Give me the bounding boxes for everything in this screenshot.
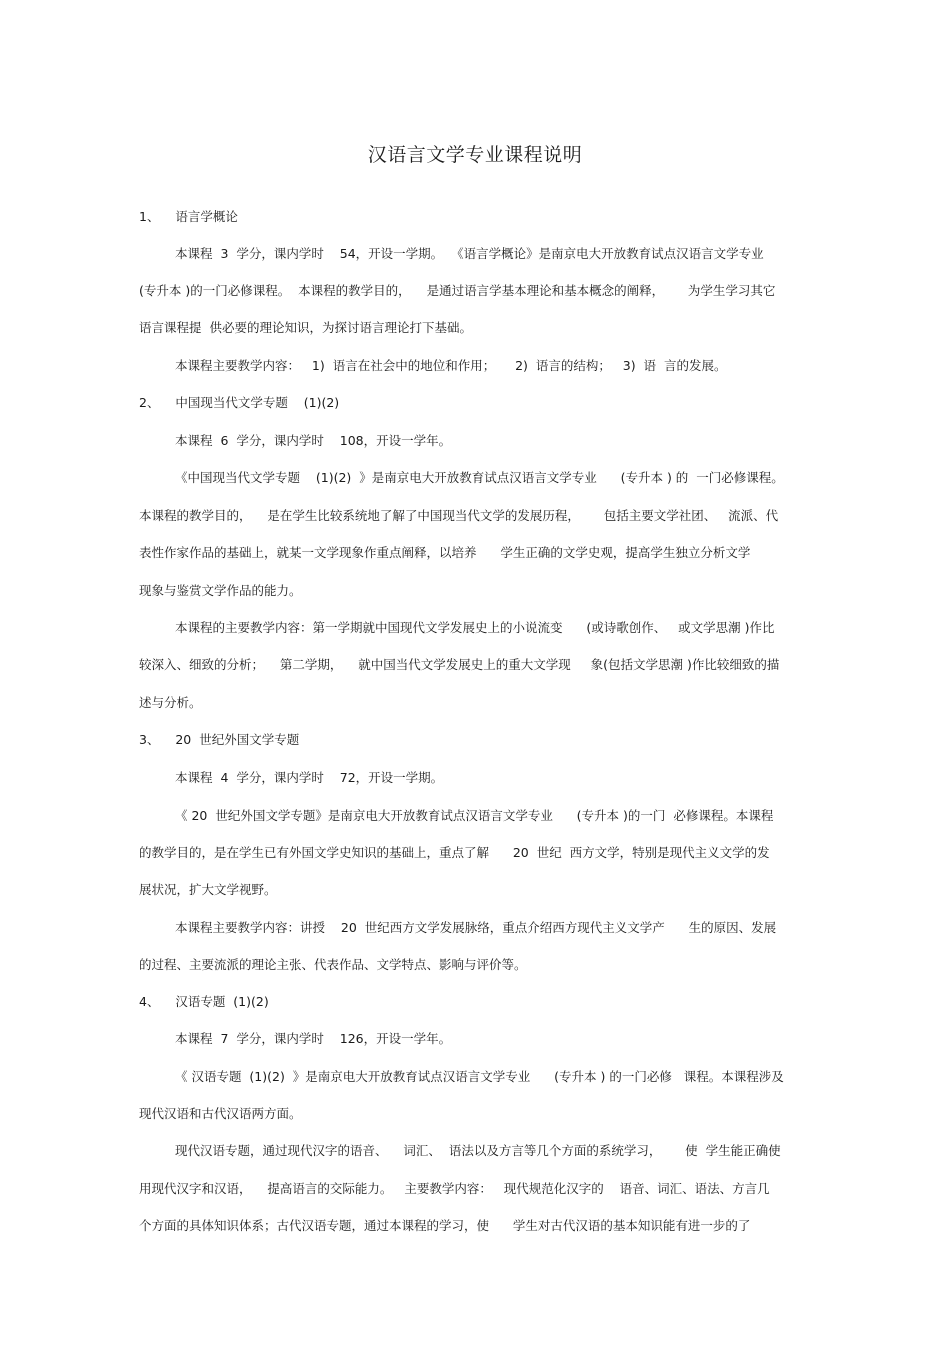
- paragraph-line: 用现代汉字和汉语， 提高语言的交际能力。 主要教学内容： 现代规范化汉字的 语音、词汇、语法、方言几: [139, 1181, 770, 1196]
- paragraph-line: 表性作家作品的基础上，就某一文学现象作重点阐释，以培养 学生正确的文学史观，提高学生独立分析文学: [139, 545, 751, 560]
- paragraph-line: 本课程 7 学分，课内学时 126，开设一学年。: [175, 1031, 452, 1046]
- paragraph-line: 述与分析。: [139, 695, 202, 710]
- paragraph-line: 本课程主要教学内容： 1) 语言在社会中的地位和作用； 2) 语言的结构； 3) 语 言的发展。: [175, 358, 727, 373]
- paragraph-line: 本课程 3 学分，课内学时 54，开设一学期。 《语言学概论》是南京电大开放教育试点汉语言文学专业: [175, 246, 764, 261]
- paragraph-line: 现代汉语专题，通过现代汉字的语音、 词汇、 语法以及方言等几个方面的系统学习， 使 学生能正确使: [175, 1143, 781, 1158]
- paragraph-line: 《中国现当代文学专题 (1)(2) 》是南京电大开放教育试点汉语言文学专业 (专升本 ) 的 一门必修课程。: [175, 470, 784, 485]
- paragraph-line: (专升本 )的一门必修课程。 本课程的教学目的， 是通过语言学基本理论和基本概念的阐释， 为学生学习其它: [139, 283, 776, 298]
- paragraph-line: 的教学目的，是在学生已有外国文学史知识的基础上，重点了解 20 世纪 西方文学，特别是现代主义文学的发: [139, 845, 770, 860]
- paragraph-line: 本课程主要教学内容：讲授 20 世纪西方文学发展脉络，重点介绍西方现代主义文学产 生的原因、发展: [175, 920, 777, 935]
- section-heading-4: 4、 汉语专题 (1)(2): [139, 994, 269, 1009]
- paragraph-line: 现代汉语和古代汉语两方面。: [139, 1106, 302, 1121]
- paragraph-line: 现象与鉴赏文学作品的能力。: [139, 583, 302, 598]
- paragraph-line: 《 20 世纪外国文学专题》是南京电大开放教育试点汉语言文学专业 (专升本 )的一门 必修课程。本课程: [175, 808, 774, 823]
- paragraph-line: 个方面的具体知识体系；古代汉语专题，通过本课程的学习，使 学生对古代汉语的基本知识能有进一步的了: [139, 1218, 751, 1233]
- paragraph-line: 本课程 6 学分，课内学时 108，开设一学年。: [175, 433, 452, 448]
- paragraph-line: 较深入、细致的分析； 第二学期， 就中国当代文学发展史上的重大文学现 象(包括文学思潮 )作比较细致的描: [139, 657, 780, 672]
- paragraph-line: 本课程的主要教学内容：第一学期就中国现代文学发展史上的小说流变 (或诗歌创作、 或文学思潮 )作比: [175, 620, 775, 635]
- section-heading-2: 2、 中国现当代文学专题 (1)(2): [139, 395, 340, 410]
- paragraph-line: 本课程的教学目的， 是在学生比较系统地了解了中国现当代文学的发展历程， 包括主要文学社团、 流派、代: [139, 508, 779, 523]
- paragraph-line: 《 汉语专题 (1)(2) 》是南京电大开放教育试点汉语言文学专业 (专升本 ) 的一门必修 课程。本课程涉及: [175, 1069, 784, 1084]
- document-title: 汉语言文学专业课程说明: [367, 144, 583, 166]
- paragraph-line: 展状况，扩大文学视野。: [139, 882, 277, 897]
- section-heading-1: 1、 语言学概论: [139, 209, 238, 224]
- paragraph-line: 本课程 4 学分，课内学时 72，开设一学期。: [175, 770, 444, 785]
- paragraph-line: 语言课程提 供必要的理论知识，为探讨语言理论打下基础。: [139, 320, 472, 335]
- section-heading-3: 3、 20 世纪外国文学专题: [139, 732, 300, 747]
- paragraph-line: 的过程、主要流派的理论主张、代表作品、文学特点、影响与评价等。: [139, 957, 527, 972]
